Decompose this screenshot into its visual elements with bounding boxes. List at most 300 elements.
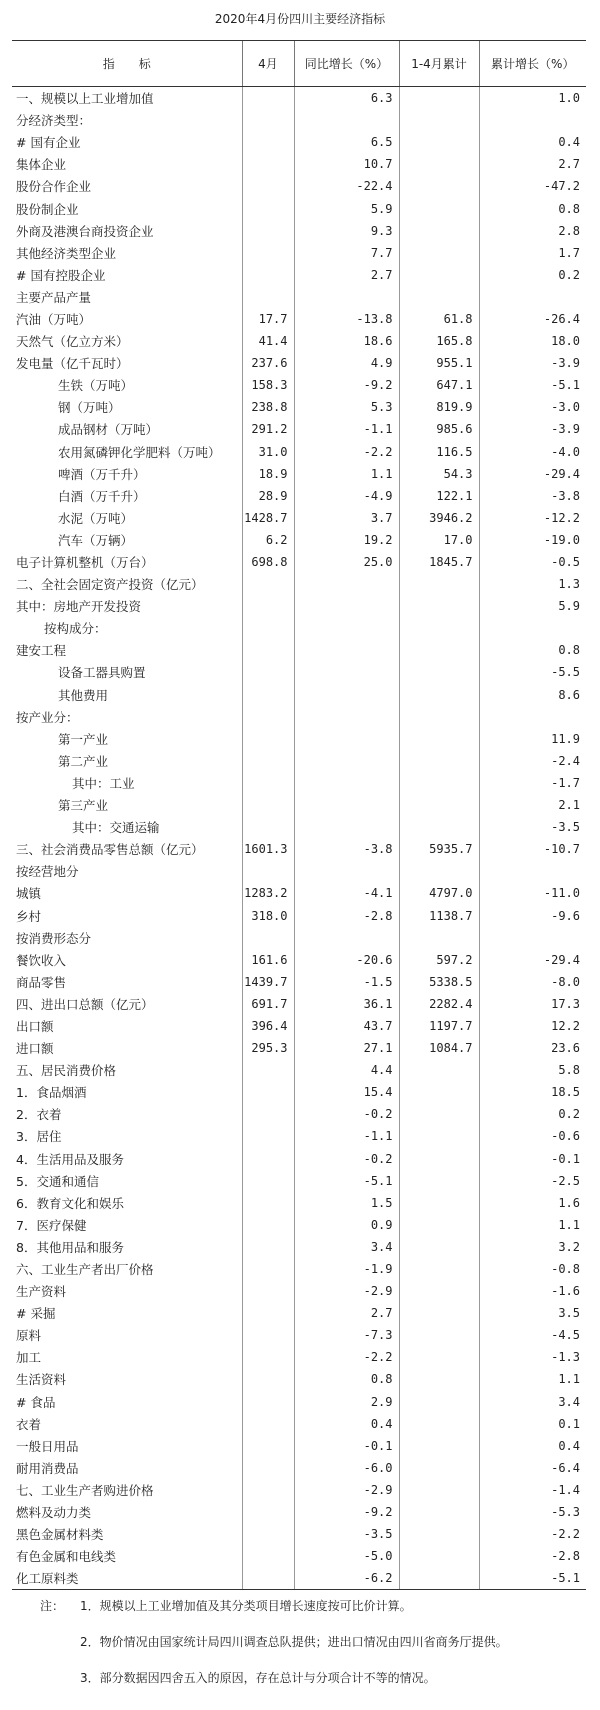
month-value-cell	[242, 617, 294, 639]
yoy-growth-cell: -5.0	[294, 1545, 399, 1567]
yoy-growth-cell	[294, 661, 399, 683]
indicator-cell: 农用氮磷钾化学肥料（万吨）	[58, 444, 221, 460]
header-row	[12, 41, 586, 87]
table-row	[12, 1059, 586, 1081]
table-row	[12, 1567, 586, 1590]
indicator-cell: 生活资料	[16, 1372, 67, 1388]
cumulative-growth-cell: -8.0	[479, 971, 586, 993]
cumulative-value-cell	[399, 1236, 479, 1258]
yoy-growth-cell: 5.9	[294, 197, 399, 219]
month-value-cell	[242, 595, 294, 617]
cumulative-value-cell: 597.2	[399, 949, 479, 971]
indicator-cell: 化工原料类	[12, 1567, 242, 1590]
indicator-cell: 城镇	[16, 886, 42, 902]
table-row	[12, 1125, 586, 1147]
table-row	[12, 882, 586, 904]
yoy-growth-cell: -4.9	[294, 485, 399, 507]
month-value-cell	[242, 706, 294, 728]
table-row	[12, 1545, 586, 1567]
month-value-cell: 1283.2	[242, 882, 294, 904]
cumulative-value-cell	[399, 153, 479, 175]
month-value-cell: 295.3	[242, 1037, 294, 1059]
cumulative-value-cell	[399, 1391, 479, 1413]
table-row	[12, 595, 586, 617]
indicator-cell: 生铁（万吨）	[58, 378, 134, 394]
note-1	[40, 1597, 590, 1633]
cumulative-growth-cell	[479, 109, 586, 131]
indicator-cell: 有色金属和电线类	[16, 1549, 117, 1565]
yoy-growth-cell: -0.1	[294, 1435, 399, 1457]
indicator-cell: 6．教育文化和娱乐	[16, 1195, 124, 1211]
table-row	[12, 904, 586, 926]
cumulative-growth-cell: 8.6	[479, 684, 586, 706]
note-2: 2．物价情况由国家统计局四川调查总队提供；进出口情况由四川省商务厅提供。	[80, 1635, 508, 1649]
yoy-growth-cell: -1.1	[294, 1125, 399, 1147]
table-row	[12, 485, 586, 507]
cumulative-value-cell: 985.6	[399, 418, 479, 440]
indicator-cell: 电子计算机整机（万台）	[16, 555, 154, 571]
cumulative-value-cell	[399, 175, 479, 197]
cumulative-value-cell	[399, 1501, 479, 1523]
indicator-cell: 五、居民消费价格	[16, 1063, 117, 1079]
cumulative-value-cell	[399, 639, 479, 661]
yoy-growth-cell: 5.3	[294, 396, 399, 418]
month-value-cell	[242, 927, 294, 949]
table-row	[12, 1148, 586, 1170]
month-value-cell	[242, 1523, 294, 1545]
yoy-growth-cell	[294, 794, 399, 816]
indicator-cell: 按构成分：	[44, 621, 107, 637]
indicator-cell: 白酒（万千升）	[58, 488, 146, 504]
cumulative-growth-cell: 23.6	[479, 1037, 586, 1059]
cumulative-value-cell	[399, 1457, 479, 1479]
yoy-growth-cell	[294, 728, 399, 750]
month-value-cell	[242, 684, 294, 706]
yoy-growth-cell: -6.2	[294, 1567, 399, 1590]
table-row	[12, 1192, 586, 1214]
yoy-growth-cell	[294, 706, 399, 728]
table-row	[12, 330, 586, 352]
table-row	[12, 242, 586, 264]
indicator-cell: 七、工业生产者购进价格	[16, 1482, 154, 1498]
table-row	[12, 220, 586, 242]
table-row	[12, 772, 586, 794]
cumulative-growth-cell: -3.0	[479, 396, 586, 418]
cumulative-value-cell	[399, 131, 479, 153]
table-row	[12, 131, 586, 153]
table-body	[12, 87, 586, 1590]
month-value-cell: 1601.3	[242, 838, 294, 860]
table-row	[12, 507, 586, 529]
cumulative-value-cell	[399, 684, 479, 706]
cumulative-value-cell	[399, 1125, 479, 1147]
month-value-cell	[242, 728, 294, 750]
cumulative-growth-cell: -1.7	[479, 772, 586, 794]
cumulative-growth-cell: -2.5	[479, 1170, 586, 1192]
table-row	[12, 794, 586, 816]
table-row	[12, 352, 586, 374]
month-value-cell	[242, 220, 294, 242]
cumulative-value-cell: 2282.4	[399, 993, 479, 1015]
cumulative-growth-cell: 0.8	[479, 197, 586, 219]
cumulative-value-cell	[399, 286, 479, 308]
cumulative-value-cell: 54.3	[399, 463, 479, 485]
table-row	[12, 838, 586, 860]
month-value-cell: 698.8	[242, 551, 294, 573]
yoy-growth-cell: -2.9	[294, 1280, 399, 1302]
yoy-growth-cell: 36.1	[294, 993, 399, 1015]
indicator-cell: 设备工器具购置	[58, 665, 146, 681]
month-value-cell	[242, 153, 294, 175]
cumulative-growth-cell: 2.1	[479, 794, 586, 816]
indicator-cell: 股份合作企业	[16, 179, 92, 195]
month-value-cell	[242, 639, 294, 661]
cumulative-growth-cell: -29.4	[479, 463, 586, 485]
month-value-cell	[242, 1103, 294, 1125]
yoy-growth-cell: -22.4	[294, 175, 399, 197]
cumulative-value-cell: 165.8	[399, 330, 479, 352]
yoy-growth-cell: 0.9	[294, 1214, 399, 1236]
cumulative-value-cell	[399, 109, 479, 131]
cumulative-value-cell	[399, 1523, 479, 1545]
month-value-cell: 158.3	[242, 374, 294, 396]
cumulative-growth-cell: 1.6	[479, 1192, 586, 1214]
month-value-cell	[242, 1324, 294, 1346]
table-row	[12, 396, 586, 418]
cumulative-value-cell	[399, 1479, 479, 1501]
note-text: 1．规模以上工业增加值及其分类项目增长速度按可比价计算。	[80, 1599, 412, 1613]
cumulative-value-cell	[399, 573, 479, 595]
cumulative-value-cell	[399, 87, 479, 110]
table-row	[12, 816, 586, 838]
yoy-growth-cell	[294, 617, 399, 639]
cumulative-value-cell	[399, 242, 479, 264]
month-value-cell: 161.6	[242, 949, 294, 971]
table-row	[12, 1280, 586, 1302]
indicator-cell: 四、进出口总额（亿元）	[16, 996, 154, 1012]
indicator-cell: 第二产业	[58, 753, 109, 769]
yoy-growth-cell	[294, 927, 399, 949]
month-value-cell: 28.9	[242, 485, 294, 507]
cumulative-growth-cell: -2.8	[479, 1545, 586, 1567]
yoy-growth-cell: 10.7	[294, 153, 399, 175]
cumulative-value-cell	[399, 1148, 479, 1170]
month-value-cell: 18.9	[242, 463, 294, 485]
indicator-cell: 股份制企业	[16, 201, 79, 217]
month-value-cell	[242, 1148, 294, 1170]
month-value-cell: 1439.7	[242, 971, 294, 993]
month-value-cell	[242, 1479, 294, 1501]
cumulative-growth-cell: -29.4	[479, 949, 586, 971]
month-value-cell	[242, 1081, 294, 1103]
cumulative-growth-cell	[479, 927, 586, 949]
yoy-growth-cell: -9.2	[294, 1501, 399, 1523]
cumulative-growth-cell: -6.4	[479, 1457, 586, 1479]
cumulative-growth-cell: -0.6	[479, 1125, 586, 1147]
month-value-cell: 1428.7	[242, 507, 294, 529]
month-value-cell	[242, 816, 294, 838]
yoy-growth-cell: 27.1	[294, 1037, 399, 1059]
cumulative-growth-cell: 3.2	[479, 1236, 586, 1258]
table-row	[12, 949, 586, 971]
note-3: 3．部分数据因四舍五入的原因，存在总计与分项合计不等的情况。	[80, 1671, 436, 1685]
table-row	[12, 463, 586, 485]
cumulative-growth-cell: -0.8	[479, 1258, 586, 1280]
cumulative-growth-cell: -19.0	[479, 529, 586, 551]
indicator-cell: # 国有控股企业	[16, 267, 106, 283]
month-value-cell	[242, 264, 294, 286]
table-row	[12, 1236, 586, 1258]
yoy-growth-cell: -7.3	[294, 1324, 399, 1346]
yoy-growth-cell	[294, 109, 399, 131]
yoy-growth-cell	[294, 573, 399, 595]
yoy-growth-cell: 2.7	[294, 1302, 399, 1324]
cumulative-growth-cell: 3.5	[479, 1302, 586, 1324]
yoy-growth-cell: -1.9	[294, 1258, 399, 1280]
indicator-cell: 天然气（亿立方米）	[16, 334, 129, 350]
cumulative-growth-cell: -5.1	[479, 1567, 586, 1590]
yoy-growth-cell: -5.1	[294, 1170, 399, 1192]
cumulative-growth-cell: 12.2	[479, 1015, 586, 1037]
cumulative-growth-cell: -3.9	[479, 418, 586, 440]
cumulative-value-cell	[399, 860, 479, 882]
month-value-cell	[242, 1236, 294, 1258]
yoy-growth-cell: 15.4	[294, 1081, 399, 1103]
indicator-cell: 第一产业	[58, 731, 109, 747]
cumulative-growth-cell: 5.9	[479, 595, 586, 617]
cumulative-value-cell: 17.0	[399, 529, 479, 551]
indicator-cell: 其中：交通运输	[72, 820, 160, 836]
month-value-cell	[242, 1435, 294, 1457]
table-row	[12, 175, 586, 197]
cumulative-growth-cell: 0.4	[479, 1435, 586, 1457]
table-row	[12, 87, 586, 110]
cumulative-value-cell	[399, 772, 479, 794]
indicator-cell: 汽车（万辆）	[58, 532, 134, 548]
month-value-cell	[242, 1567, 294, 1590]
cumulative-growth-cell: -3.9	[479, 352, 586, 374]
month-value-cell: 41.4	[242, 330, 294, 352]
table-row	[12, 860, 586, 882]
cumulative-growth-cell: -1.6	[479, 1280, 586, 1302]
indicator-cell: 出口额	[16, 1018, 54, 1034]
cumulative-value-cell	[399, 1413, 479, 1435]
cumulative-value-cell	[399, 1346, 479, 1368]
indicator-cell: 进口额	[16, 1041, 54, 1057]
cumulative-growth-cell: 18.0	[479, 330, 586, 352]
month-value-cell	[242, 87, 294, 110]
cumulative-value-cell	[399, 1170, 479, 1192]
table-row	[12, 1015, 586, 1037]
indicator-cell: 按产业分：	[16, 709, 79, 725]
indicator-cell: 主要产品产量	[16, 289, 92, 305]
table-row	[12, 1391, 586, 1413]
month-value-cell	[242, 1214, 294, 1236]
cumulative-value-cell: 116.5	[399, 441, 479, 463]
cumulative-growth-cell: -1.3	[479, 1346, 586, 1368]
month-value-cell	[242, 750, 294, 772]
indicator-cell: 商品零售	[16, 974, 67, 990]
yoy-growth-cell: -0.2	[294, 1103, 399, 1125]
cumulative-value-cell	[399, 1081, 479, 1103]
month-value-cell: 17.7	[242, 308, 294, 330]
indicator-cell: 一、规模以上工业增加值	[16, 91, 154, 107]
cumulative-value-cell	[399, 617, 479, 639]
note-label: 注：	[40, 1599, 65, 1613]
cumulative-value-cell	[399, 1258, 479, 1280]
cumulative-value-cell	[399, 1545, 479, 1567]
yoy-growth-cell: 2.9	[294, 1391, 399, 1413]
cumulative-growth-cell: -12.2	[479, 507, 586, 529]
cumulative-value-cell: 647.1	[399, 374, 479, 396]
indicator-cell: 发电量（亿千瓦时）	[16, 356, 129, 372]
indicator-cell: 1．食品烟酒	[16, 1085, 87, 1101]
page-title: 2020年4月份四川主要经济指标	[214, 12, 386, 26]
indicator-cell: 钢（万吨）	[58, 400, 121, 416]
cumulative-growth-cell: 2.8	[479, 220, 586, 242]
table-row	[12, 109, 586, 131]
month-value-cell	[242, 1125, 294, 1147]
indicator-cell: 水泥（万吨）	[58, 510, 134, 526]
cumulative-value-cell: 1138.7	[399, 904, 479, 926]
yoy-growth-cell	[294, 684, 399, 706]
month-value-cell: 291.2	[242, 418, 294, 440]
cumulative-value-cell	[399, 728, 479, 750]
yoy-growth-cell: -1.5	[294, 971, 399, 993]
cumulative-growth-cell: 1.1	[479, 1214, 586, 1236]
month-value-cell	[242, 1192, 294, 1214]
cumulative-growth-cell: 3.4	[479, 1391, 586, 1413]
cumulative-growth-cell: -3.8	[479, 485, 586, 507]
yoy-growth-cell: -20.6	[294, 949, 399, 971]
cumulative-growth-cell: -2.2	[479, 1523, 586, 1545]
month-value-cell	[242, 1413, 294, 1435]
yoy-growth-cell: -13.8	[294, 308, 399, 330]
table-row	[12, 286, 586, 308]
table-row	[12, 1302, 586, 1324]
indicator-cell: 其他经济类型企业	[16, 245, 117, 261]
cumulative-value-cell	[399, 595, 479, 617]
indicator-cell: 加工	[16, 1350, 42, 1366]
month-value-cell	[242, 1258, 294, 1280]
table-row	[12, 374, 586, 396]
indicator-cell: # 国有企业	[16, 135, 81, 151]
cumulative-value-cell	[399, 1103, 479, 1125]
indicator-cell: 7．医疗保健	[16, 1217, 87, 1233]
yoy-growth-cell	[294, 750, 399, 772]
table-row	[12, 573, 586, 595]
cumulative-growth-cell: 18.5	[479, 1081, 586, 1103]
cumulative-growth-cell: -10.7	[479, 838, 586, 860]
month-value-cell: 318.0	[242, 904, 294, 926]
yoy-growth-cell: 4.4	[294, 1059, 399, 1081]
table-row	[12, 1081, 586, 1103]
yoy-growth-cell	[294, 639, 399, 661]
table-row	[12, 728, 586, 750]
yoy-growth-cell: -3.8	[294, 838, 399, 860]
indicator-cell: 啤酒（万千升）	[58, 466, 146, 482]
indicator-cell: 餐饮收入	[16, 952, 67, 968]
yoy-growth-cell: -2.2	[294, 1346, 399, 1368]
yoy-growth-cell: -3.5	[294, 1523, 399, 1545]
month-value-cell	[242, 197, 294, 219]
month-value-cell: 691.7	[242, 993, 294, 1015]
cumulative-growth-cell: -11.0	[479, 882, 586, 904]
yoy-growth-cell	[294, 772, 399, 794]
cumulative-value-cell: 5935.7	[399, 838, 479, 860]
table-row	[12, 1214, 586, 1236]
indicator-cell: 二、全社会固定资产投资（亿元）	[16, 577, 204, 593]
indicator-cell: 外商及港澳台商投资企业	[16, 223, 154, 239]
cumulative-value-cell	[399, 1192, 479, 1214]
cumulative-value-cell	[399, 220, 479, 242]
yoy-growth-cell: 1.1	[294, 463, 399, 485]
month-value-cell	[242, 1457, 294, 1479]
table-row	[12, 1346, 586, 1368]
month-value-cell	[242, 1391, 294, 1413]
yoy-growth-cell: 19.2	[294, 529, 399, 551]
table-row	[12, 418, 586, 440]
indicator-cell: 8．其他用品和服务	[16, 1239, 124, 1255]
cumulative-growth-cell: -47.2	[479, 175, 586, 197]
cumulative-growth-cell	[479, 860, 586, 882]
cumulative-growth-cell: -4.5	[479, 1324, 586, 1346]
indicator-cell: 生产资料	[16, 1284, 67, 1300]
month-value-cell	[242, 661, 294, 683]
month-value-cell	[242, 794, 294, 816]
cumulative-growth-cell: 5.8	[479, 1059, 586, 1081]
indicator-cell: 一般日用品	[16, 1438, 79, 1454]
indicator-cell: 原料	[16, 1328, 42, 1344]
cumulative-growth-cell: 2.7	[479, 153, 586, 175]
month-value-cell	[242, 1059, 294, 1081]
yoy-growth-cell: -2.9	[294, 1479, 399, 1501]
cumulative-value-cell	[399, 750, 479, 772]
yoy-growth-cell: -1.1	[294, 418, 399, 440]
header-cumulative: 1-4月累计	[399, 41, 479, 87]
month-value-cell: 237.6	[242, 352, 294, 374]
indicator-cell: # 采掘	[16, 1306, 56, 1322]
table-row	[12, 617, 586, 639]
month-value-cell	[242, 131, 294, 153]
month-value-cell	[242, 1346, 294, 1368]
indicator-cell: 黑色金属材料类	[16, 1527, 104, 1543]
table-row	[12, 1258, 586, 1280]
cumulative-growth-cell: -5.3	[479, 1501, 586, 1523]
cumulative-growth-cell: 0.2	[479, 264, 586, 286]
yoy-growth-cell: -2.8	[294, 904, 399, 926]
yoy-growth-cell: 9.3	[294, 220, 399, 242]
cumulative-growth-cell	[479, 706, 586, 728]
indicator-cell: 耐用消费品	[16, 1460, 79, 1476]
month-value-cell: 238.8	[242, 396, 294, 418]
yoy-growth-cell: -4.1	[294, 882, 399, 904]
indicator-cell: 其中：房地产开发投资	[16, 599, 142, 615]
cumulative-value-cell	[399, 794, 479, 816]
yoy-growth-cell: 1.5	[294, 1192, 399, 1214]
cumulative-value-cell	[399, 1059, 479, 1081]
yoy-growth-cell: 43.7	[294, 1015, 399, 1037]
cumulative-growth-cell: 0.4	[479, 131, 586, 153]
cumulative-growth-cell: 17.3	[479, 993, 586, 1015]
table-row	[12, 1435, 586, 1457]
table-row	[12, 551, 586, 573]
indicator-cell: 4．生活用品及服务	[16, 1151, 124, 1167]
cumulative-value-cell: 5338.5	[399, 971, 479, 993]
cumulative-growth-cell: -3.5	[479, 816, 586, 838]
table-row	[12, 264, 586, 286]
month-value-cell	[242, 573, 294, 595]
